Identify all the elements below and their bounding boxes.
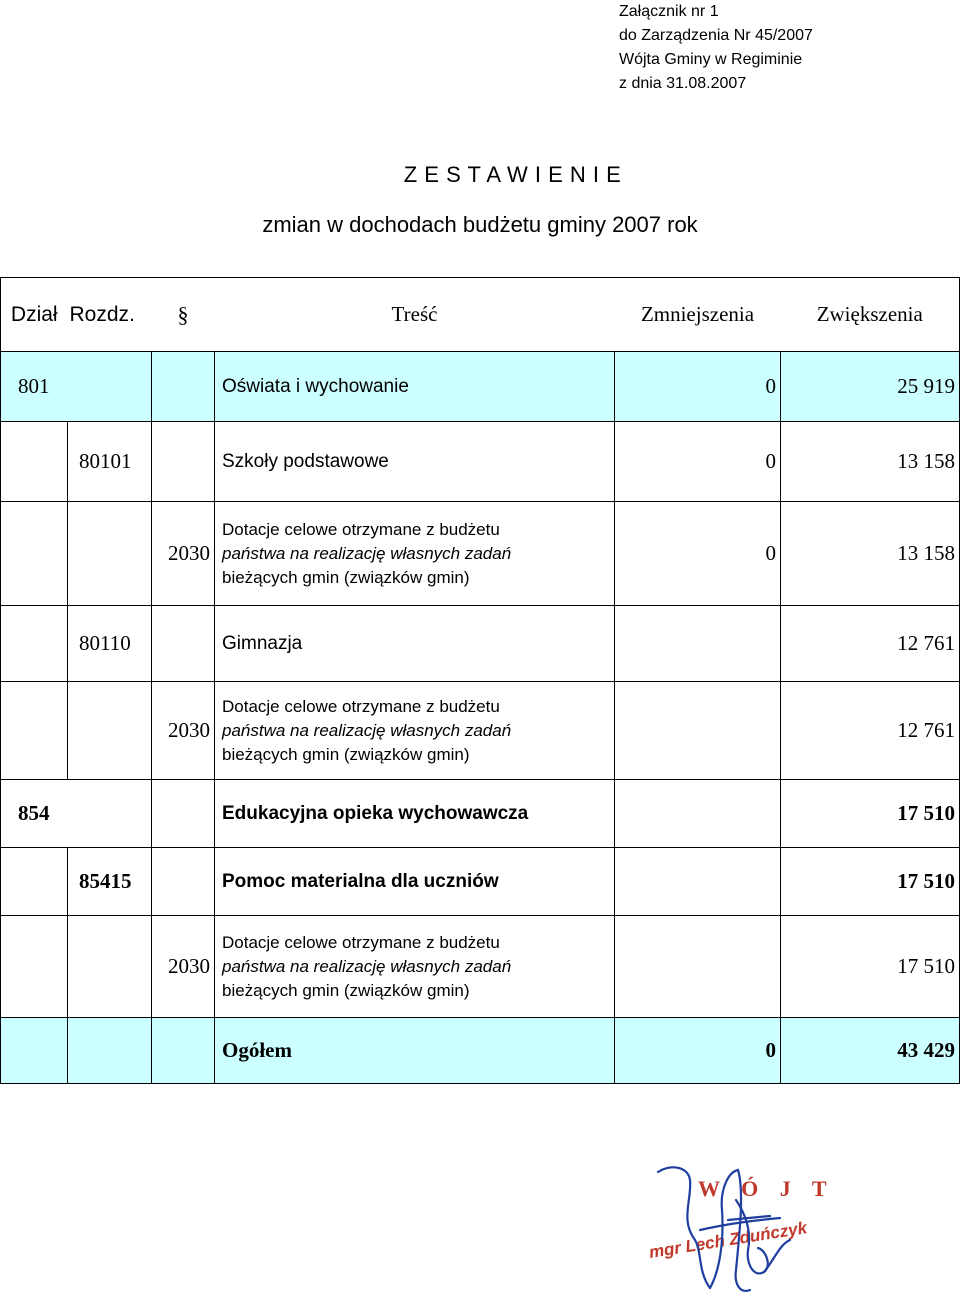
cell-rozdz [68, 1018, 152, 1084]
total-zmniejszenia: 0 [615, 1018, 781, 1084]
cell-tresc: Pomoc materialna dla uczniów [215, 848, 615, 916]
cell-paragraf [152, 606, 215, 682]
cell-dzial [1, 606, 68, 682]
table-row [1, 682, 960, 780]
cell-dzial [1, 502, 68, 606]
table-header-row [1, 278, 960, 352]
total-label: Ogółem [215, 1018, 615, 1084]
signature-stamp [640, 1160, 880, 1308]
document-title: Z E S T A W I E N I E [403, 162, 622, 187]
annex-line-4: z dnia 31.08.2007 [619, 75, 747, 92]
annex-line-2: do Zarządzenia Nr 45/2007 [619, 27, 813, 44]
cell-tresc: Szkoły podstawowe [215, 422, 615, 502]
cell-zwiekszenia: 12 761 [781, 606, 960, 682]
cell-rozdz [68, 780, 152, 848]
header-paragraph [152, 278, 215, 352]
cell-zwiekszenia: 13 158 [781, 502, 960, 606]
cell-dzial: 801 [1, 352, 68, 422]
table-row [1, 780, 960, 848]
stamp-title: W Ó J T [698, 1176, 835, 1201]
cell-zwiekszenia: 12 761 [781, 682, 960, 780]
table-row [1, 848, 960, 916]
cell-tresc: Gimnazja [215, 606, 615, 682]
cell-paragraf: 2030 [152, 502, 215, 606]
cell-tresc [215, 682, 615, 780]
header-rozdz: Rozdz. [68, 278, 152, 352]
header-zmniejszenia: Zmniejszenia [615, 278, 781, 352]
cell-tresc [215, 916, 615, 1018]
cell-zmniejszenia: 0 [615, 352, 781, 422]
table-row [1, 502, 960, 606]
tresc-line-2: państwa na realizację własnych zadań [222, 720, 512, 740]
cell-zmniejszenia [615, 682, 781, 780]
annex-line-3: Wójta Gminy w Regiminie [619, 51, 803, 68]
cell-paragraf: 2030 [152, 916, 215, 1018]
table-row [1, 352, 960, 422]
signature-image [640, 1160, 880, 1308]
cell-dzial [1, 682, 68, 780]
cell-tresc: Edukacyjna opieka wychowawcza [215, 780, 615, 848]
header-tresc: Treść [215, 278, 615, 352]
tresc-line-3: bieżących gmin (związków gmin) [222, 980, 470, 1000]
section-symbol: § [177, 301, 189, 327]
cell-dzial [1, 422, 68, 502]
header-dzial: Dział [1, 278, 68, 352]
cell-zmniejszenia [615, 916, 781, 1018]
cell-zmniejszenia: 0 [615, 422, 781, 502]
tresc-line-2: państwa na realizację własnych zadań [222, 543, 512, 563]
cell-zmniejszenia: 0 [615, 502, 781, 606]
cell-rozdz [68, 352, 152, 422]
cell-paragraf [152, 422, 215, 502]
tresc-line-1: Dotacje celowe otrzymane z budżetu [222, 932, 500, 952]
table-row [1, 422, 960, 502]
cell-rozdz [68, 682, 152, 780]
tresc-line-1: Dotacje celowe otrzymane z budżetu [222, 519, 500, 539]
cell-zmniejszenia [615, 848, 781, 916]
cell-zwiekszenia: 17 510 [781, 848, 960, 916]
budget-table [0, 277, 960, 1084]
cell-paragraf [152, 352, 215, 422]
cell-tresc [215, 502, 615, 606]
cell-rozdz [68, 916, 152, 1018]
table-row [1, 916, 960, 1018]
tresc-line-2: państwa na realizację własnych zadań [222, 956, 512, 976]
total-row [1, 1018, 960, 1084]
tresc-line-3: bieżących gmin (związków gmin) [222, 567, 470, 587]
stamp-name: mgr Lech Zduńczyk [647, 1218, 809, 1262]
annex-line-1: Załącznik nr 1 [619, 3, 719, 20]
cell-dzial: 854 [1, 780, 68, 848]
tresc-line-3: bieżących gmin (związków gmin) [222, 744, 470, 764]
table-row [1, 606, 960, 682]
cell-zmniejszenia [615, 780, 781, 848]
cell-zwiekszenia: 17 510 [781, 780, 960, 848]
cell-tresc: Oświata i wychowanie [215, 352, 615, 422]
document-subtitle: zmian w dochodach budżetu gminy 2007 rok [262, 212, 698, 237]
cell-zwiekszenia: 17 510 [781, 916, 960, 1018]
tresc-line-1: Dotacje celowe otrzymane z budżetu [222, 696, 500, 716]
cell-paragraf [152, 848, 215, 916]
cell-zwiekszenia: 13 158 [781, 422, 960, 502]
cell-zmniejszenia [615, 606, 781, 682]
annex-header [619, 0, 813, 96]
total-zwiekszenia: 43 429 [781, 1018, 960, 1084]
cell-rozdz: 80101 [68, 422, 152, 502]
cell-paragraf [152, 780, 215, 848]
cell-zwiekszenia: 25 919 [781, 352, 960, 422]
cell-rozdz: 85415 [68, 848, 152, 916]
cell-rozdz [68, 502, 152, 606]
cell-paragraf: 2030 [152, 682, 215, 780]
header-zwiekszenia: Zwiększenia [781, 278, 960, 352]
cell-dzial [1, 916, 68, 1018]
cell-paragraf [152, 1018, 215, 1084]
cell-rozdz: 80110 [68, 606, 152, 682]
cell-dzial [1, 848, 68, 916]
cell-dzial [1, 1018, 68, 1084]
